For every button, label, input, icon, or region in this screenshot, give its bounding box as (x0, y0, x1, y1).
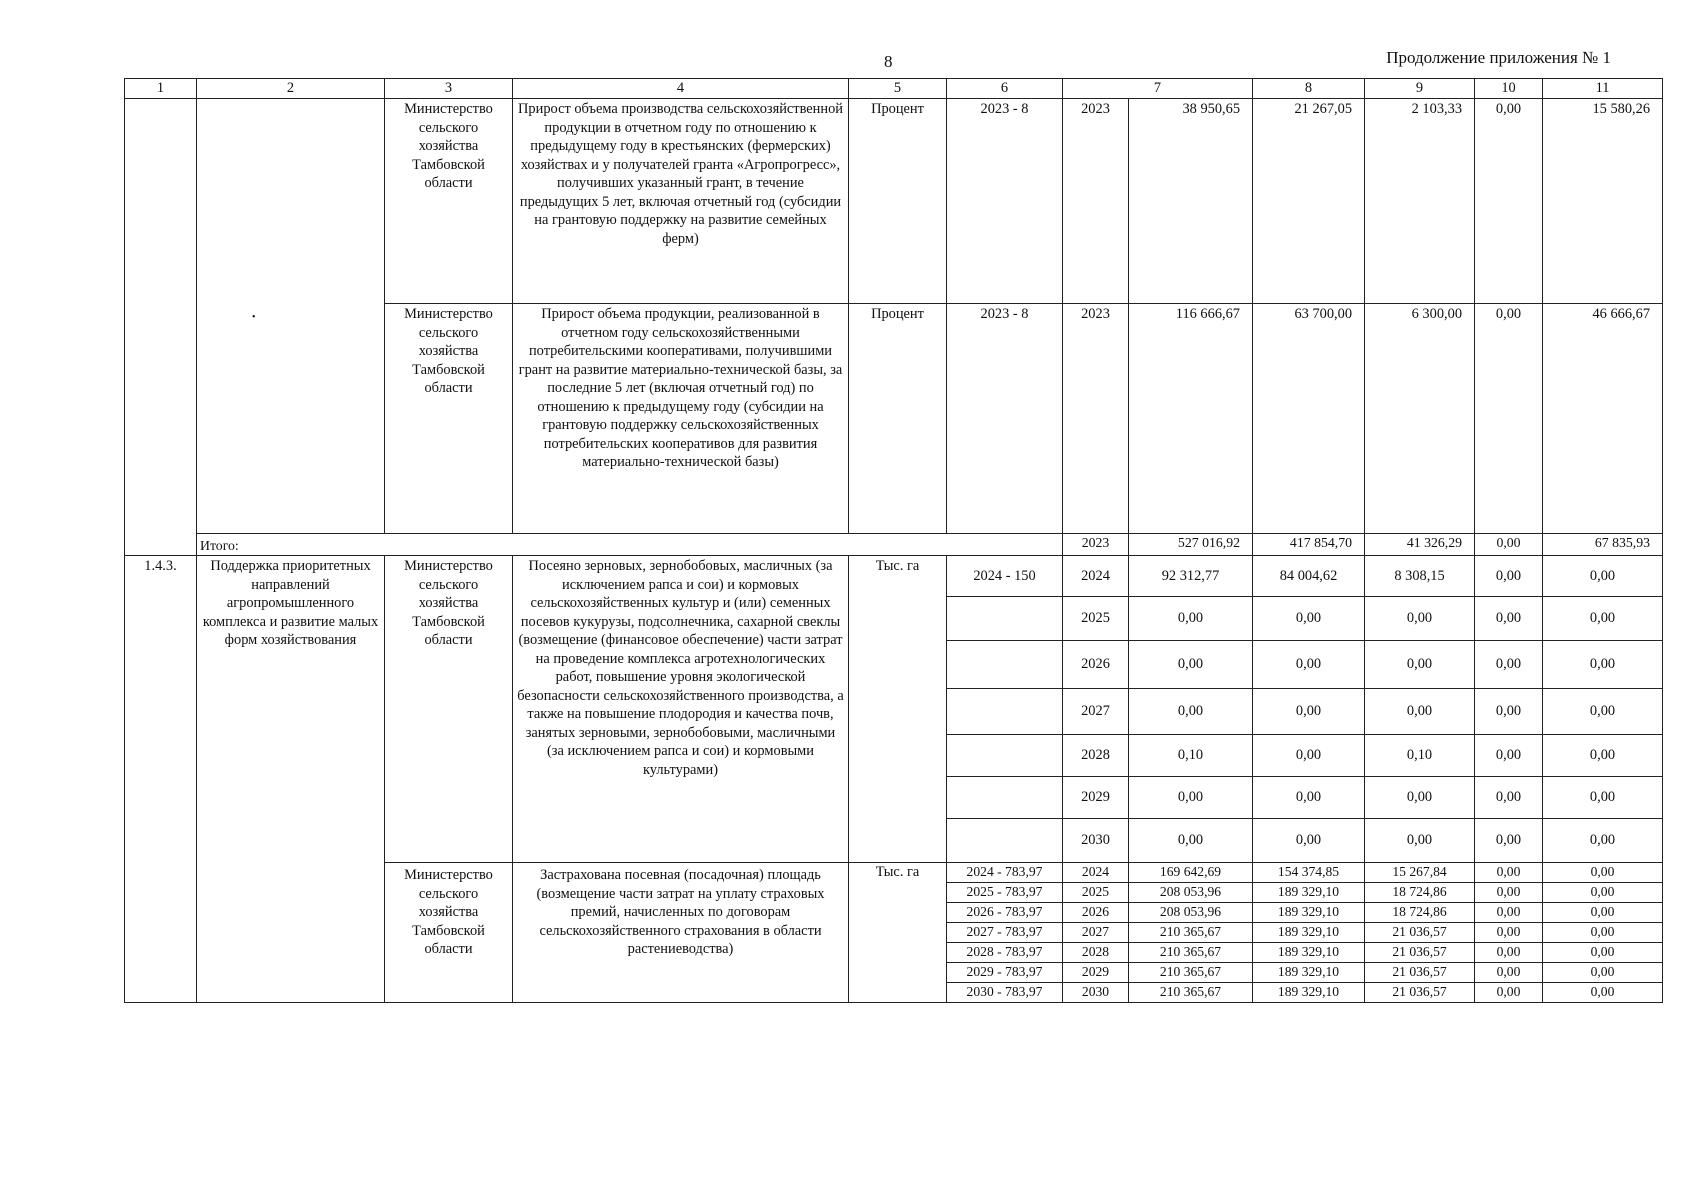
cell-regional: 8 308,15 (1365, 556, 1475, 597)
cell-federal: 154 374,85 (1253, 863, 1365, 883)
cell-year: 2025 (1063, 597, 1129, 641)
scan-speck: • (252, 312, 256, 323)
cell-unit: Процент (849, 99, 947, 304)
cell-unit: Тыс. га (849, 863, 947, 1003)
cell-year: 2029 (1063, 777, 1129, 819)
cell-local: 0,00 (1475, 863, 1543, 883)
cell-executor: Министерство сельского хозяйства Тамбовской области (385, 863, 513, 1003)
cell-regional: 18 724,86 (1365, 883, 1475, 903)
cell-total: 210 365,67 (1129, 923, 1253, 943)
cell-target: 2024 - 150 (947, 556, 1063, 597)
cell-total: 210 365,67 (1129, 943, 1253, 963)
cell-target: 2027 - 783,97 (947, 923, 1063, 943)
cell-target (947, 689, 1063, 735)
cell-federal: 0,00 (1253, 819, 1365, 863)
cell-indicator: Прирост объема производства сельскохозяйственной продукции в отчетном году по отношению к предыдущему году в крестьянских (фермерских) хозяйствах и у получателей гранта «Агропрогресс», получивших указанный грант, в течение предыдущих 5 лет, включая отчетный год (субсидии на грантовую поддержку на развитие семейных ферм) (513, 99, 849, 304)
cell-total: 0,10 (1129, 735, 1253, 777)
total-row (125, 534, 1663, 556)
cell-year: 2028 (1063, 735, 1129, 777)
cell-other: 0,00 (1543, 556, 1663, 597)
cell-target (947, 735, 1063, 777)
cell-total: 169 642,69 (1129, 863, 1253, 883)
column-number: 11 (1543, 79, 1663, 99)
cell-total: 0,00 (1129, 777, 1253, 819)
column-number: 1 (125, 79, 197, 99)
cell-target: 2024 - 783,97 (947, 863, 1063, 883)
cell-target (947, 597, 1063, 641)
cell-number-empty (125, 99, 197, 534)
page-number: 8 (884, 52, 893, 71)
cell-local: 0,00 (1475, 99, 1543, 304)
cell-year: 2027 (1063, 689, 1129, 735)
cell-year: 2024 (1063, 556, 1129, 597)
cell-unit: Процент (849, 304, 947, 534)
cell-target (947, 777, 1063, 819)
column-number: 6 (947, 79, 1063, 99)
cell-federal: 189 329,10 (1253, 963, 1365, 983)
cell-local: 0,00 (1475, 943, 1543, 963)
cell-other: 0,00 (1543, 963, 1663, 983)
cell-regional: 0,00 (1365, 641, 1475, 689)
cell-number: 1.4.3. (125, 556, 197, 1003)
cell-indicator: Прирост объема продукции, реализованной в отчетном году сельскохозяйственными потребительскими кооперативами, получившими грант на развитие материально-технической базы, за последние 5 лет (включая отчетный год) по отношению к предыдущему году (субсидии на грантовую поддержку сельскохозяйственных потребительских кооперативов для развития материально-технической базы) (513, 304, 849, 534)
cell-local: 0,00 (1475, 883, 1543, 903)
cell-regional: 21 036,57 (1365, 983, 1475, 1003)
cell-year: 2028 (1063, 943, 1129, 963)
cell-target: 2028 - 783,97 (947, 943, 1063, 963)
cell-federal: 417 854,70 (1253, 534, 1365, 556)
cell-target: 2023 - 8 (947, 99, 1063, 304)
appendix-table-container (124, 78, 1662, 1003)
cell-target: 2023 - 8 (947, 304, 1063, 534)
cell-total: 208 053,96 (1129, 883, 1253, 903)
cell-total: 0,00 (1129, 641, 1253, 689)
cell-indicator: Посеяно зерновых, зернобобовых, масличных (за исключением рапса и сои) и кормовых сельскохозяйственных культур и (или) семенных посевов кукурузы, подсолнечника, сахарной свеклы (возмещение (финансовое обеспечение) части затрат на проведение комплекса агротехнологических работ, повышение уровня экологической безопасности сельскохозяйственного производства, а также на повышение плодородия и качества почв, занятых зерновыми, зернобобовыми, масличными (за исключением рапса и сои) и кормовыми культурами) (513, 556, 849, 863)
cell-local: 0,00 (1475, 923, 1543, 943)
cell-other: 0,00 (1543, 883, 1663, 903)
table-row (125, 556, 1663, 597)
cell-total: 210 365,67 (1129, 983, 1253, 1003)
appendix-table (124, 78, 1663, 1003)
cell-event-name: Поддержка приоритетных направлений агропромышленного комплекса и развитие малых форм хозяйствования (197, 556, 385, 1003)
cell-executor: Министерство сельского хозяйства Тамбовской области (385, 304, 513, 534)
cell-local: 0,00 (1475, 777, 1543, 819)
cell-other: 46 666,67 (1543, 304, 1663, 534)
cell-local: 0,00 (1475, 534, 1543, 556)
continuation-note: Продолжение приложения № 1 (1386, 48, 1611, 67)
cell-target (947, 641, 1063, 689)
cell-executor: Министерство сельского хозяйства Тамбовской области (385, 556, 513, 863)
cell-federal: 189 329,10 (1253, 943, 1365, 963)
cell-empty (125, 534, 197, 556)
cell-total: 0,00 (1129, 819, 1253, 863)
cell-regional: 41 326,29 (1365, 534, 1475, 556)
column-numbers-row (125, 79, 1663, 99)
cell-other: 15 580,26 (1543, 99, 1663, 304)
cell-other: 0,00 (1543, 597, 1663, 641)
cell-local: 0,00 (1475, 641, 1543, 689)
cell-target: 2025 - 783,97 (947, 883, 1063, 903)
cell-other: 0,00 (1543, 923, 1663, 943)
cell-indicator: Застрахована посевная (посадочная) площадь (возмещение части затрат на уплату страховых премий, начисленных по договорам сельскохозяйственного страхования в области растениеводства) (513, 863, 849, 1003)
cell-regional: 0,00 (1365, 819, 1475, 863)
cell-local: 0,00 (1475, 819, 1543, 863)
cell-total: 38 950,65 (1129, 99, 1253, 304)
cell-federal: 189 329,10 (1253, 883, 1365, 903)
cell-year: 2023 (1063, 534, 1129, 556)
column-number: 9 (1365, 79, 1475, 99)
cell-federal: 189 329,10 (1253, 983, 1365, 1003)
cell-regional: 0,00 (1365, 689, 1475, 735)
cell-regional: 18 724,86 (1365, 903, 1475, 923)
cell-local: 0,00 (1475, 304, 1543, 534)
cell-year: 2024 (1063, 863, 1129, 883)
cell-total: 0,00 (1129, 597, 1253, 641)
cell-other: 0,00 (1543, 983, 1663, 1003)
cell-other: 0,00 (1543, 863, 1663, 883)
cell-year: 2023 (1063, 304, 1129, 534)
cell-federal: 0,00 (1253, 641, 1365, 689)
cell-year: 2026 (1063, 903, 1129, 923)
cell-federal: 21 267,05 (1253, 99, 1365, 304)
cell-total: 116 666,67 (1129, 304, 1253, 534)
cell-other: 0,00 (1543, 777, 1663, 819)
cell-total: 0,00 (1129, 689, 1253, 735)
cell-other: 0,00 (1543, 903, 1663, 923)
cell-target: 2029 - 783,97 (947, 963, 1063, 983)
cell-regional: 0,00 (1365, 597, 1475, 641)
cell-other: 0,00 (1543, 641, 1663, 689)
cell-federal: 0,00 (1253, 689, 1365, 735)
cell-year: 2023 (1063, 99, 1129, 304)
cell-other: 67 835,93 (1543, 534, 1663, 556)
column-number: 8 (1253, 79, 1365, 99)
cell-total: 92 312,77 (1129, 556, 1253, 597)
cell-local: 0,00 (1475, 735, 1543, 777)
cell-regional: 0,10 (1365, 735, 1475, 777)
cell-local: 0,00 (1475, 689, 1543, 735)
cell-year: 2029 (1063, 963, 1129, 983)
total-label: Итого: (197, 534, 1063, 556)
table-row (125, 99, 1663, 304)
cell-federal: 0,00 (1253, 735, 1365, 777)
cell-regional: 2 103,33 (1365, 99, 1475, 304)
cell-target: 2026 - 783,97 (947, 903, 1063, 923)
cell-regional: 21 036,57 (1365, 923, 1475, 943)
column-number: 3 (385, 79, 513, 99)
column-number: 10 (1475, 79, 1543, 99)
cell-year: 2026 (1063, 641, 1129, 689)
cell-executor: Министерство сельского хозяйства Тамбовской области (385, 99, 513, 304)
cell-year: 2025 (1063, 883, 1129, 903)
cell-regional: 21 036,57 (1365, 963, 1475, 983)
cell-other: 0,00 (1543, 689, 1663, 735)
cell-year: 2030 (1063, 983, 1129, 1003)
cell-regional: 21 036,57 (1365, 943, 1475, 963)
column-number: 2 (197, 79, 385, 99)
cell-regional: 0,00 (1365, 777, 1475, 819)
cell-year: 2027 (1063, 923, 1129, 943)
cell-total: 527 016,92 (1129, 534, 1253, 556)
cell-local: 0,00 (1475, 963, 1543, 983)
cell-local: 0,00 (1475, 983, 1543, 1003)
cell-total: 208 053,96 (1129, 903, 1253, 923)
cell-other: 0,00 (1543, 943, 1663, 963)
cell-local: 0,00 (1475, 597, 1543, 641)
column-number: 4 (513, 79, 849, 99)
cell-year: 2030 (1063, 819, 1129, 863)
column-number: 7 (1063, 79, 1253, 99)
column-number: 5 (849, 79, 947, 99)
cell-regional: 6 300,00 (1365, 304, 1475, 534)
cell-federal: 189 329,10 (1253, 923, 1365, 943)
cell-target (947, 819, 1063, 863)
cell-federal: 0,00 (1253, 777, 1365, 819)
cell-name-empty (197, 99, 385, 534)
cell-other: 0,00 (1543, 819, 1663, 863)
cell-federal: 189 329,10 (1253, 903, 1365, 923)
cell-local: 0,00 (1475, 903, 1543, 923)
cell-federal: 84 004,62 (1253, 556, 1365, 597)
cell-federal: 63 700,00 (1253, 304, 1365, 534)
cell-regional: 15 267,84 (1365, 863, 1475, 883)
cell-target: 2030 - 783,97 (947, 983, 1063, 1003)
cell-federal: 0,00 (1253, 597, 1365, 641)
cell-total: 210 365,67 (1129, 963, 1253, 983)
cell-unit: Тыс. га (849, 556, 947, 863)
cell-other: 0,00 (1543, 735, 1663, 777)
cell-local: 0,00 (1475, 556, 1543, 597)
